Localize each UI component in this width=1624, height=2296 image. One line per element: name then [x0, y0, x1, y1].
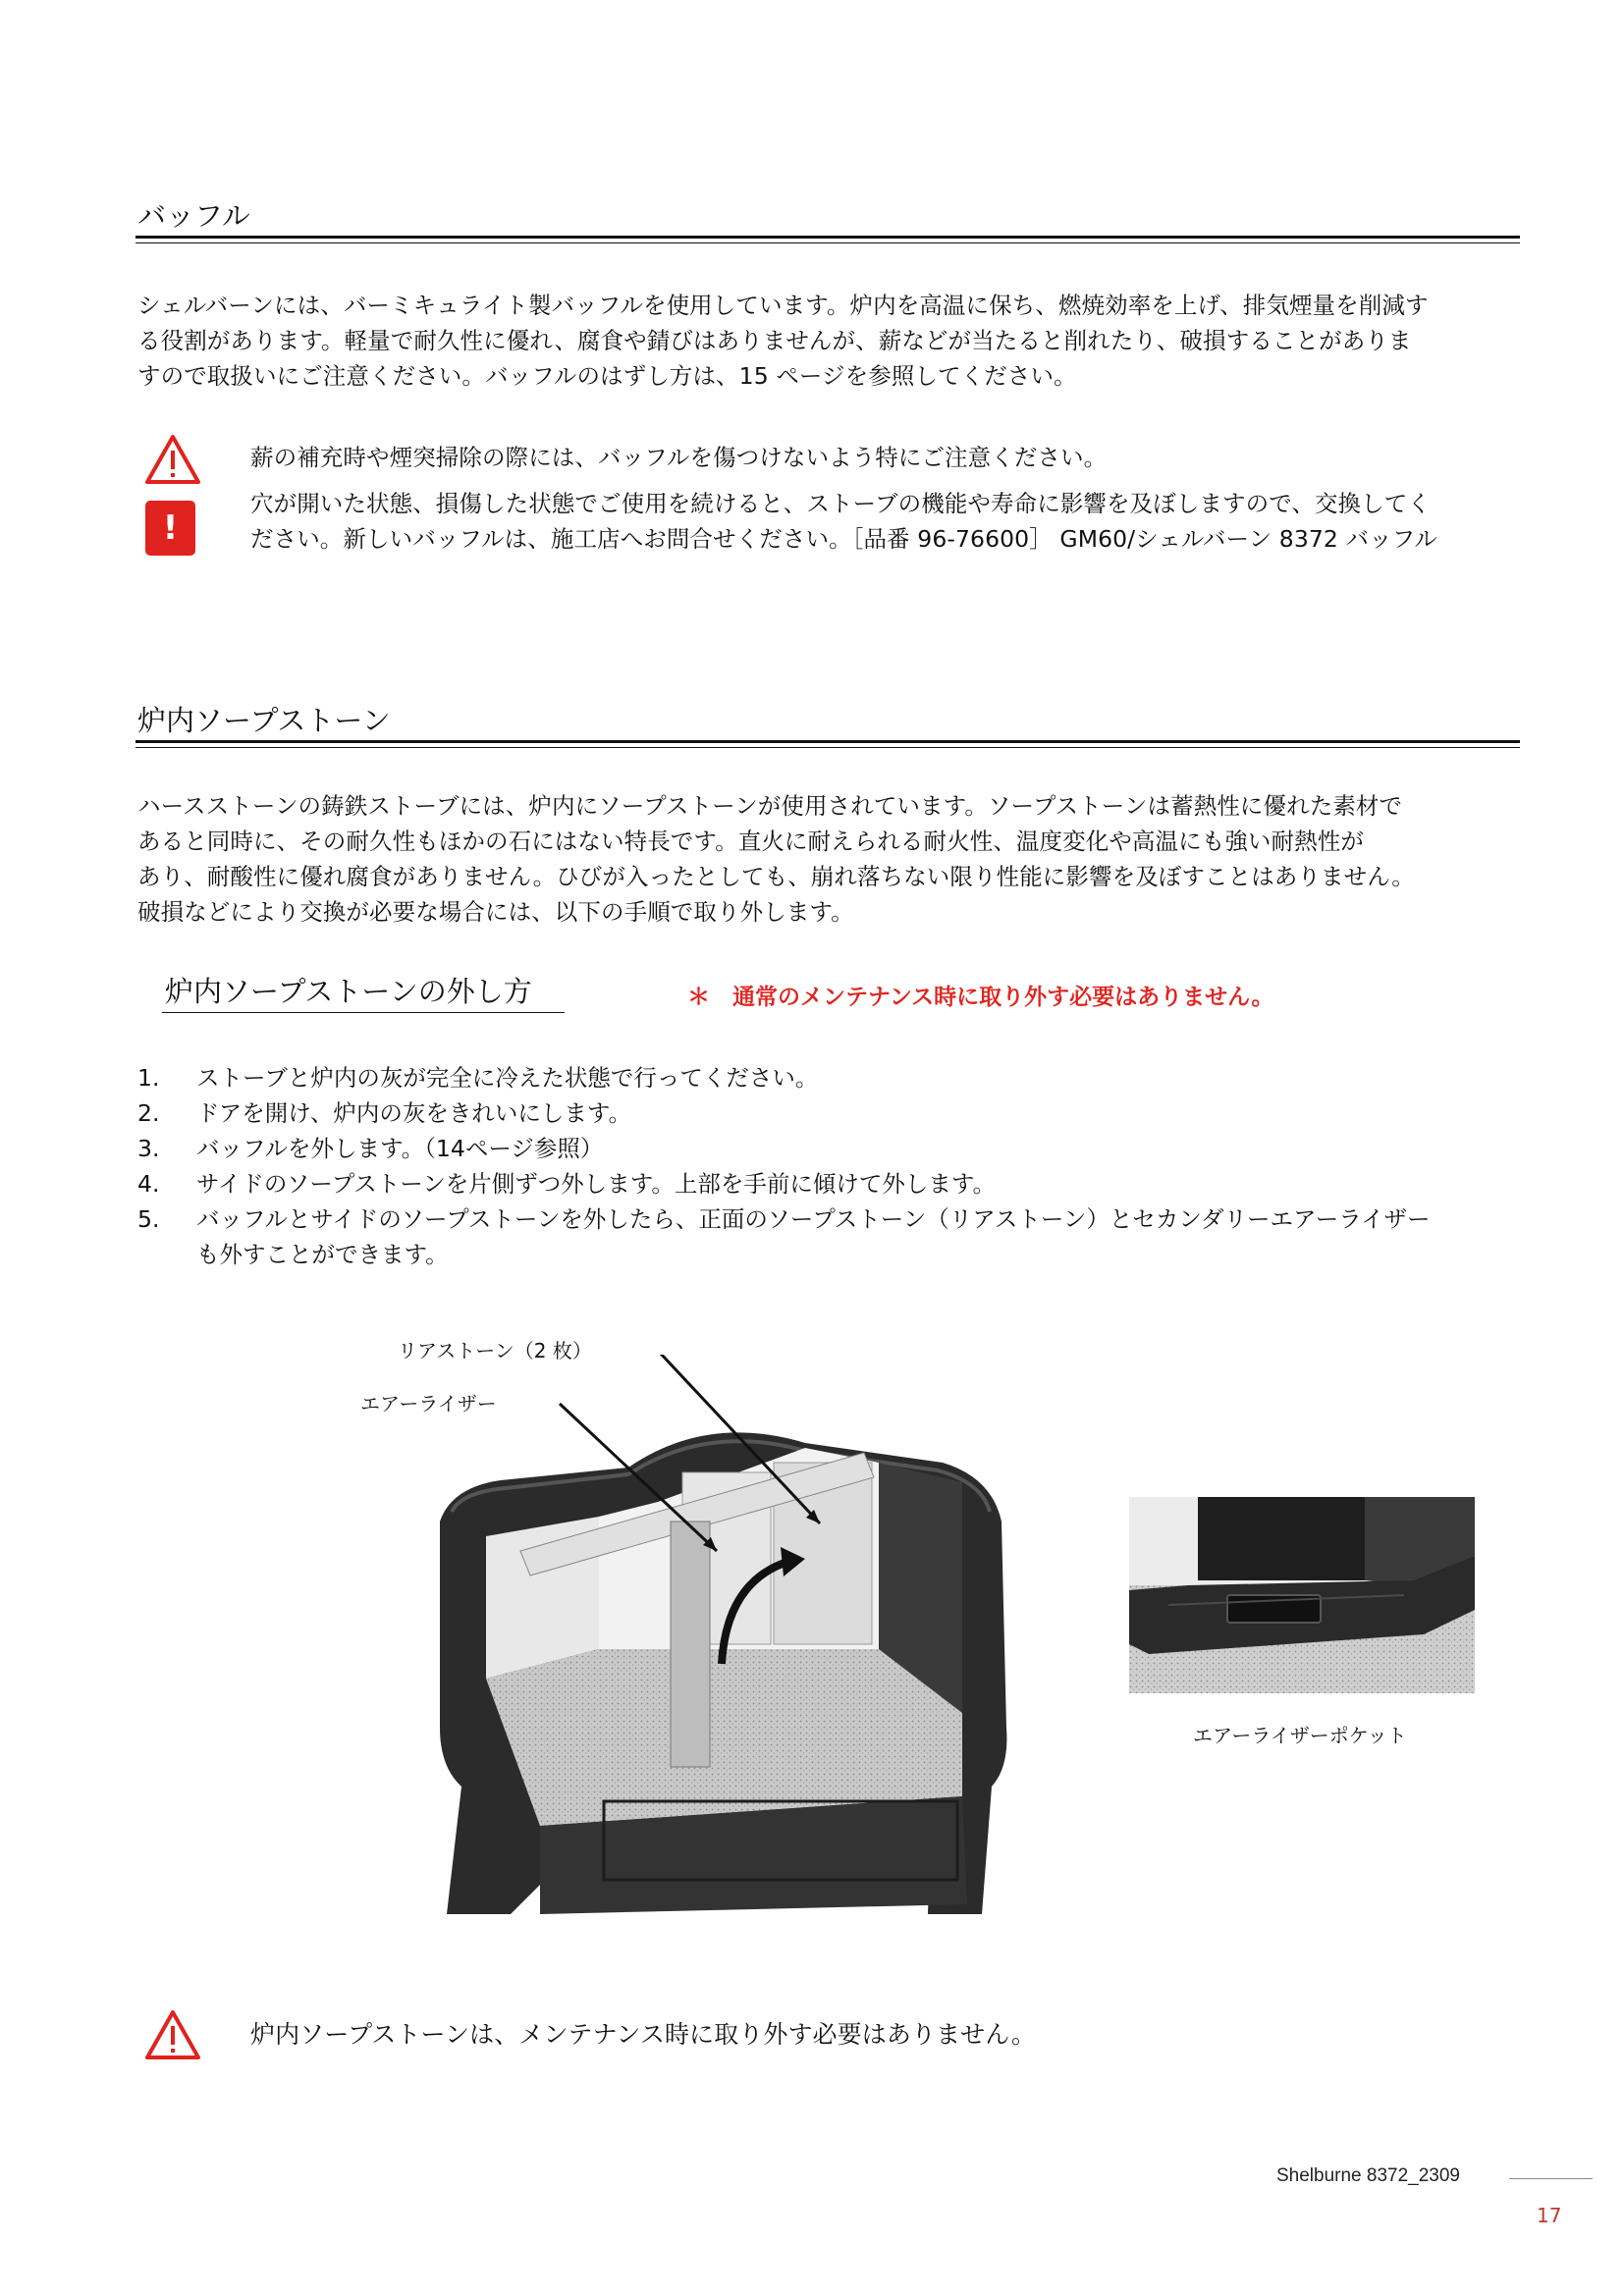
baffle-warning-line: 穴が開いた状態、損傷した状態でご使用を続けると、ストーブの機能や寿命に影響を及ぼしますので、交換してく — [250, 490, 1431, 517]
step-item — [137, 1060, 1522, 1095]
step-item — [137, 1201, 1522, 1272]
caution-triangle-icon — [144, 434, 201, 485]
warning-exclamation-icon — [145, 501, 195, 556]
label-air-riser-pocket: エアーライザーポケット — [1193, 1724, 1407, 1747]
soapstone-body-line: あると同時に、その耐久性もほかの石にはない特長です。直火に耐えられる耐火性、温度変化や高温にも強い耐熱性が — [137, 828, 1364, 855]
step-text: サイドのソープストーンを片側ずつ外します。上部を手前に傾けて外します。 — [196, 1170, 997, 1198]
step-item — [137, 1166, 1522, 1201]
baffle-body-line: すので取扱いにご注意ください。バッフルのはずし方は、15 ページを参照してください。 — [137, 362, 1077, 390]
baffle-body-line: る役割があります。軽量で耐久性に優れ、腐食や錆びはありませんが、薪などが当たると削れたり、破損することがありま — [137, 327, 1412, 354]
caution-triangle-icon — [144, 2009, 201, 2060]
step-text: ストーブと炉内の灰が完全に冷えた状態で行ってください。 — [196, 1064, 819, 1092]
baffle-heading: バッフル — [137, 199, 250, 233]
removal-heading: 炉内ソープストーンの外し方 — [165, 975, 532, 1008]
soapstone-heading-rule — [135, 740, 1520, 748]
soapstone-body-line: 破損などにより交換が必要な場合には、以下の手順で取り外します。 — [137, 898, 854, 926]
soapstone-body-line: ハースストーンの鋳鉄ストーブには、炉内にソープストーンが使用されています。ソープストーンは蓄熱性に優れた素材で — [137, 792, 1403, 820]
stove-interior-illustration — [393, 1355, 1060, 1914]
page-number: 17 — [1537, 2204, 1562, 2227]
step-number: 2. — [137, 1099, 160, 1127]
baffle-body — [137, 288, 1522, 394]
label-air-riser: エアーライザー — [360, 1392, 497, 1415]
soapstone-heading: 炉内ソープストーン — [137, 704, 391, 737]
baffle-body-line: シェルバーンには、バーミキュライト製バッフルを使用しています。炉内を高温に保ち、燃焼効率を上げ、排気煙量を削減す — [137, 292, 1429, 319]
soapstone-body-line: あり、耐酸性に優れ腐食がありません。ひびが入ったとしても、崩れ落ちない限り性能に影響を及ぼすことはありません。 — [137, 863, 1415, 890]
baffle-caution-text: 薪の補充時や煙突掃除の際には、バッフルを傷つけないよう特にご注意ください。 — [250, 444, 1108, 471]
baffle-heading-rule — [135, 236, 1520, 243]
step-number: 1. — [137, 1064, 160, 1092]
label-rear-stone: リアストーン（2 枚） — [398, 1339, 592, 1362]
step-number: 3. — [137, 1135, 160, 1162]
removal-steps — [137, 1060, 1522, 1272]
step-text: バッフルを外します。（14ページ参照） — [196, 1135, 604, 1162]
soapstone-bottom-caution: 炉内ソープストーンは、メンテナンス時に取り外す必要はありません。 — [250, 2020, 1036, 2049]
baffle-warning-text — [250, 486, 1527, 557]
warning-glyph: ! — [162, 508, 179, 548]
baffle-warning-line: ださい。新しいバッフルは、施工店へお問合せください。［品番 96-76600］ GM60/シェルバーン 8372 バッフル — [250, 525, 1438, 553]
air-riser-pocket-illustration — [1129, 1497, 1475, 1693]
step-text-continued: も外すことができます。 — [196, 1241, 449, 1268]
step-item — [137, 1131, 1522, 1166]
footer-doc-id: Shelburne 8372_2309 — [1276, 2165, 1461, 2186]
removal-note: ＊ 通常のメンテナンス時に取り外す必要はありません。 — [687, 985, 1274, 1010]
step-number: 5. — [137, 1205, 160, 1233]
step-number: 4. — [137, 1170, 160, 1198]
footer-rule — [1509, 2178, 1593, 2179]
step-text: ドアを開け、炉内の灰をきれいにします。 — [196, 1099, 631, 1127]
step-text: バッフルとサイドのソープストーンを外したら、正面のソープストーン（リアストーン）とセカンダリーエアーライザー — [196, 1205, 1431, 1233]
soapstone-body — [137, 788, 1522, 930]
removal-heading-underline — [162, 1012, 565, 1013]
step-item — [137, 1095, 1522, 1131]
